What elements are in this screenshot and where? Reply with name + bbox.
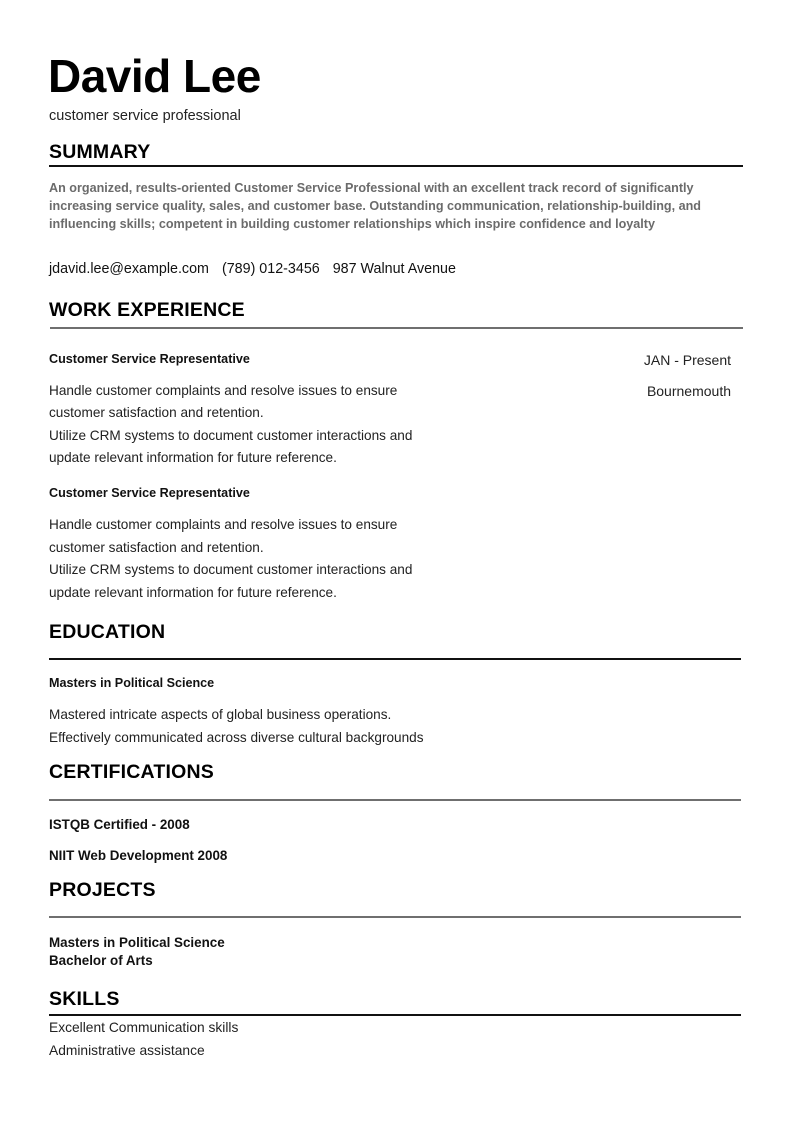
skills-heading: SKILLS: [49, 988, 120, 1010]
contact-info: [49, 261, 469, 277]
skill-item: Excellent Communication skills: [49, 1020, 239, 1035]
contact-phone[interactable]: (789) 012-3456: [221, 261, 320, 277]
job-title: Customer Service Representative: [49, 486, 250, 500]
work-experience-heading: WORK EXPERIENCE: [49, 299, 245, 321]
education-divider: [49, 658, 741, 660]
certifications-heading: CERTIFICATIONS: [49, 761, 214, 783]
skill-item: Administrative assistance: [49, 1043, 205, 1058]
job-description-line: Utilize CRM systems to document customer interactions and: [49, 428, 413, 443]
contact-email[interactable]: jdavid.lee@example.com: [49, 261, 209, 277]
candidate-tagline: customer service professional: [49, 108, 241, 124]
education-degree: Masters in Political Science: [49, 676, 215, 690]
projects-heading: PROJECTS: [49, 879, 156, 901]
education-description-line: Effectively communicated across diverse cultural backgrounds: [49, 730, 424, 745]
job-description-line: update relevant information for future reference.: [49, 450, 337, 465]
job-description-line: update relevant information for future reference.: [49, 585, 337, 600]
job-description-line: customer satisfaction and retention.: [49, 540, 264, 555]
job-description-line: Handle customer complaints and resolve issues to ensure: [49, 383, 398, 398]
education-description-line: Mastered intricate aspects of global business operations.: [49, 707, 392, 722]
certification-item: NIIT Web Development 2008: [49, 848, 228, 863]
certification-item: ISTQB Certified - 2008: [49, 817, 190, 832]
job-description-line: Utilize CRM systems to document customer interactions and: [49, 562, 413, 577]
projects-divider: [49, 916, 741, 918]
skills-divider: [49, 1014, 741, 1016]
project-item: Masters in Political Science: [49, 935, 225, 950]
job-dates: JAN - Present: [643, 352, 731, 368]
project-item: Bachelor of Arts: [49, 953, 153, 968]
certifications-divider: [49, 799, 741, 801]
job-description-line: customer satisfaction and retention.: [49, 405, 264, 420]
job-location: Bournemouth: [646, 383, 731, 399]
job-title: Customer Service Representative: [49, 352, 250, 366]
candidate-name: David Lee: [48, 50, 261, 102]
job-description-line: Handle customer complaints and resolve issues to ensure: [49, 517, 398, 532]
summary-divider: [49, 165, 743, 167]
work-experience-divider: [50, 327, 743, 329]
summary-text: An organized, results-oriented Customer Service Professional with an excellent track record of significantly increasing service quality, sales, and customer base. Outstanding communication, relationship-building, and influencing skills; competent in building customer relationships which inspire confidence and loyalty: [49, 181, 701, 232]
contact-address: 987 Walnut Avenue: [332, 261, 456, 277]
education-heading: EDUCATION: [49, 621, 166, 643]
summary-heading: SUMMARY: [49, 141, 151, 163]
